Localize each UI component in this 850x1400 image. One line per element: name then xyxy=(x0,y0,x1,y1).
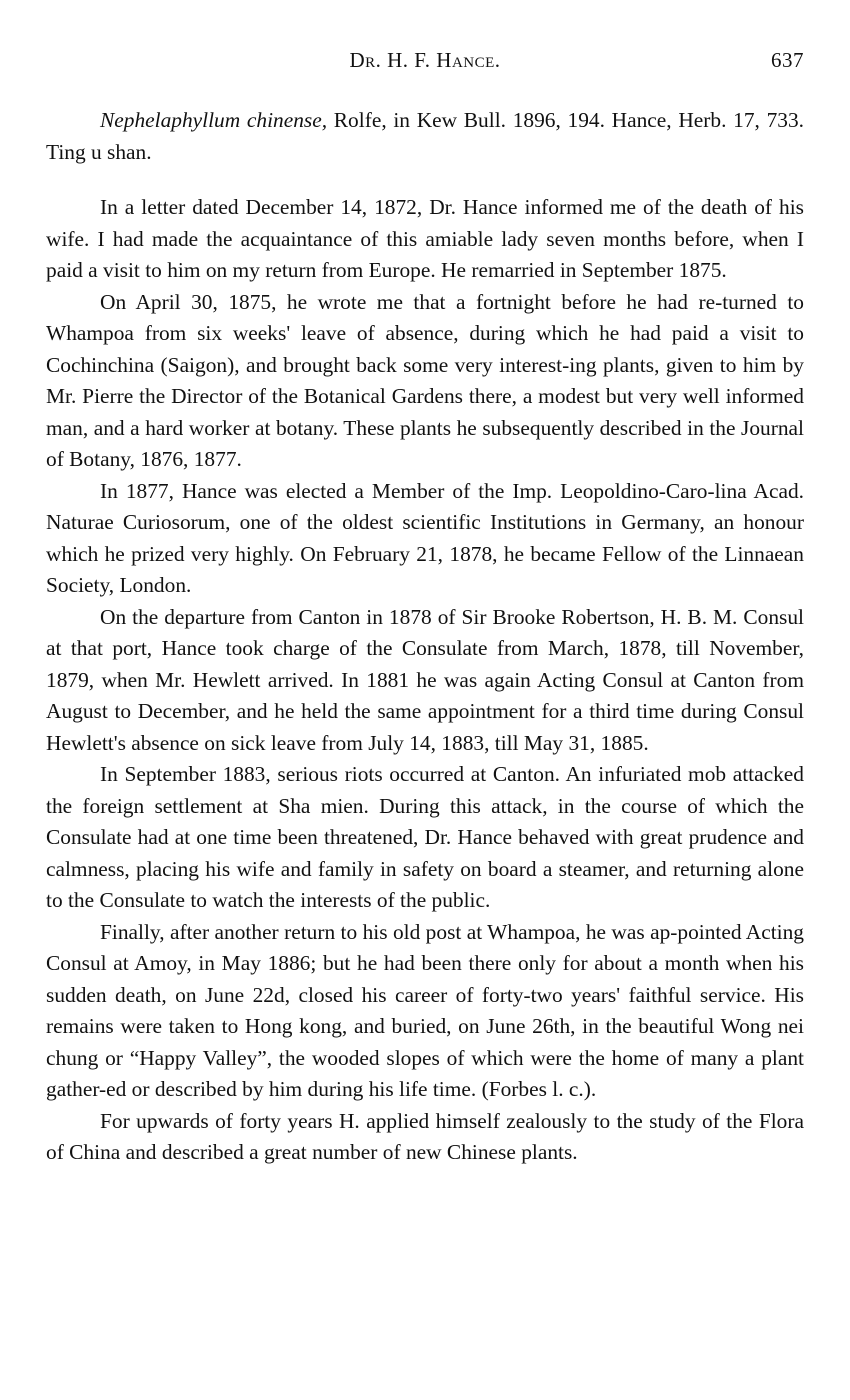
paragraph: Finally, after another return to his old post at Whampoa, he was ap-pointed Acting Consul at Amoy, in May 1886; but he had been there only for about a month when his sudden death, on June 22d, closed his career of forty-two years' faithful service. His remains were taken to Hong kong, and buried, on June 26th, in the beautiful Wong nei chung or “Happy Valley”, the wooded slopes of which were the home of many a plant gather-ed or described by him during his life time. (Forbes l. c.). xyxy=(46,919,804,1101)
paragraph: On April 30, 1875, he wrote me that a fortnight before he had re-turned to Whampoa from six weeks' leave of absence, during which he had paid a visit to Cochinchina (Saigon), and brought back some very interest-ing plants, given to him by Mr. Pierre the Director of the Botanical Gardens there, a modest but very well informed man, and a hard worker at botany. These plants he subsequently described in the Journal of Botany, 1876, 1877. xyxy=(46,289,804,471)
paragraph: For upwards of forty years H. applied himself zealously to the study of the Flora of China and described a great number of new Chinese plants. xyxy=(46,1108,804,1164)
reference-citation: Rolfe, in Kew Bull. 1896, 194. Hance, Herb. 17, 733. Ting u shan. xyxy=(46,108,805,164)
species-reference xyxy=(46,105,804,168)
paragraph: In 1877, Hance was elected a Member of the Imp. Leopoldino-Caro-lina Acad. Naturae Curiosorum, one of the oldest scientific Institutions in Germany, an honour which he prized very highly. On February 21, 1878, he became Fellow of the Linnaean Society, London. xyxy=(46,478,804,597)
running-title: Dr. H. F. Hance. xyxy=(349,48,501,72)
page-number: 637 xyxy=(771,48,804,72)
paragraph: In a letter dated December 14, 1872, Dr. Hance informed me of the death of his wife. I had made the acquaintance of this amiable lady seven months before, when I paid a visit to him on my return from Europe. He remarried in September 1875. xyxy=(46,195,804,282)
taxon-name: Nephelaphyllum chinense, xyxy=(100,108,328,132)
paragraph: On the departure from Canton in 1878 of Sir Brooke Robertson, H. B. M. Consul at that port, Hance took charge of the Consulate from March, 1878, till November, 1879, when Mr. Hewlett arrived. In 1881 he was again Acting Consul at Canton from August to December, and he held the same appointment for a third time during Consul Hewlett's absence on sick leave from July 14, 1883, till May 31, 1885. xyxy=(46,604,804,755)
page-body xyxy=(46,105,804,1169)
paragraph: In September 1883, serious riots occurred at Canton. An infuriated mob attacked the foreign settlement at Sha mien. During this attack, in the course of which the Consulate had at one time been threatened, Dr. Hance behaved with great prudence and calmness, placing his wife and family in safety on board a steamer, and returning alone to the Consulate to watch the interests of the public. xyxy=(46,762,804,912)
page-header xyxy=(46,48,804,82)
